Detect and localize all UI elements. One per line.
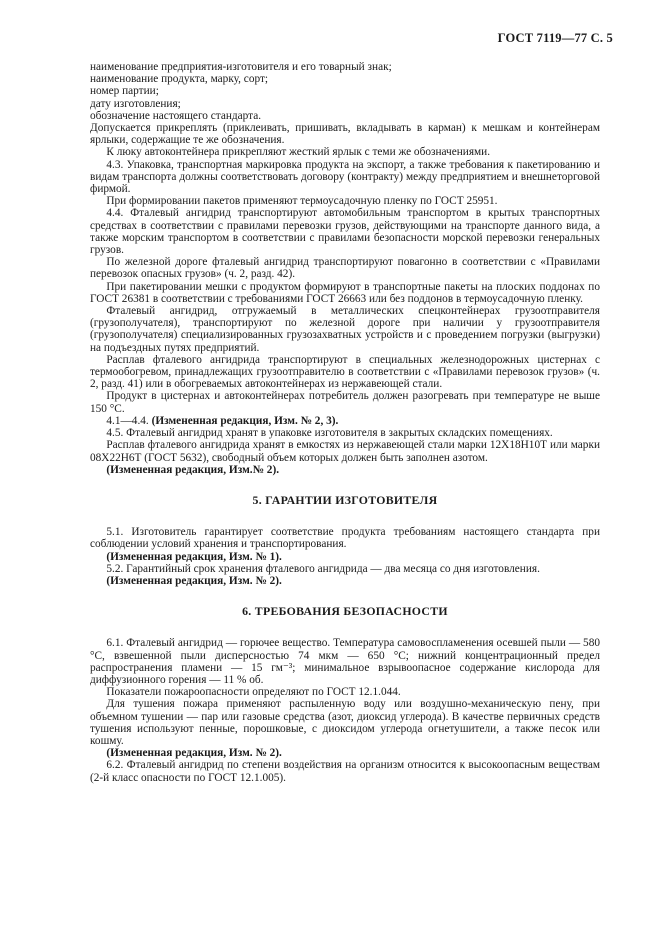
amendment-note	[90, 415, 600, 427]
paragraph: номер партии;	[90, 85, 159, 98]
page-header: ГОСТ 7119—77 С. 5	[497, 31, 613, 45]
paragraph: При пакетировании мешки с продуктом формируют в транспортные пакеты на плоских поддонах по ГОСТ 26381 в соответствии с требованиями ГОСТ 26663 или без поддонов в термоусадочную пленку.	[90, 280, 600, 305]
paragraph: наименование продукта, марку, сорт;	[90, 73, 269, 86]
paragraph: наименование предприятия-изготовителя и его товарный знак;	[90, 61, 392, 73]
amendment-note: (Измененная редакция, Изм. № 1).	[106, 550, 282, 563]
paragraph: 4.4. Фталевый ангидрид транспортируют автомобильным транспортом в крытых транспортных средствах в соответствии с правилами перевозки грузов, действующими на транспорте данного вида, а также морским транспортом в соответствии с правилами безопасности морской перевозки генеральных грузов.	[90, 207, 600, 257]
section-6-title: 6. ТРЕБОВАНИЯ БЕЗОПАСНОСТИ	[242, 604, 448, 619]
paragraph: 6.2. Фталевый ангидрид по степени воздействия на организм относится к высокоопасным веществам (2-й класс опасности по ГОСТ 12.1.005).	[90, 759, 600, 784]
paragraph: дату изготовления;	[90, 97, 181, 110]
section-5-title: 5. ГАРАНТИИ ИЗГОТОВИТЕЛЯ	[252, 492, 438, 507]
paragraph: Расплав фталевого ангидрида транспортируют в специальных железнодорожных цистернах с термообогревом, принадлежащих грузоотправителю в соответствии с «Правилами перевозок грузов» (ч. 2, разд. 41) или в обогреваемых автоконтейнерах из нержавеющей стали.	[90, 353, 600, 391]
paragraph: Фталевый ангидрид, отгружаемый в металлических спецконтейнерах грузоотправителя (грузополучателя), транспортируют по железной дороге при наличии у грузоотправителя (грузополучателя) специализированных грузозахватных устройств и с проведением погрузки (выгрузки) на подъездных путях предприятий.	[90, 305, 600, 354]
amendment-text: (Измененная редакция, Изм. № 2, 3).	[151, 414, 339, 427]
paragraph: К люку автоконтейнера прикрепляют жесткий ярлык с теми же обозначениями.	[106, 146, 491, 159]
paragraph: Продукт в цистернах и автоконтейнерах потребитель должен разогревать при температуре не выше 150 °С.	[90, 390, 600, 415]
amendment-ref: 4.1—4.4.	[106, 414, 152, 427]
paragraph: обозначение настоящего стандарта.	[90, 109, 262, 122]
amendment-note: (Измененная редакция, Изм. № 2).	[106, 574, 282, 587]
paragraph: По железной дороге фталевый ангидрид транспортируют повагонно в соответствии с «Правилами перевозок опасных грузов» (ч. 2, разд. 42).	[90, 256, 600, 281]
paragraph: 5.2. Гарантийный срок хранения фталевого ангидрида — два месяца со дня изготовления.	[106, 562, 540, 575]
paragraph: 4.3. Упаковка, транспортная маркировка продукта на экспорт, а также требования к пакетированию и видам транспорта должны соответствовать договору (контракту) между предприятием и внешнеторговой фирмой.	[90, 158, 600, 196]
paragraph: 6.1. Фталевый ангидрид — горючее вещество. Температура самовоспламенения осевшей пыли — 580 °С, взвешенной пыли дисперсностью 74 мкм — 650 °С; нижний концентрационный предел распространения пламени — 15 гм⁻³; минимальное взрывоопасное содержание кислорода для диффузионного горения — 11 % об.	[90, 637, 600, 686]
paragraph: 5.1. Изготовитель гарантирует соответствие продукта требованиям настоящего стандарта при соблюдении условий хранения и транспортирования.	[90, 526, 600, 551]
paragraph: Для тушения пожара применяют распыленную воду или воздушно-механическую пену, при объемном тушении — пар или газовые средства (азот, диоксид углерода). В качестве первичных средств тушения используют пенные, порошковые, с диоксидом углерода огнетушители, а также песок или кошму.	[90, 698, 600, 747]
paragraph: Расплав фталевого ангидрида хранят в емкостях из нержавеющей стали марки 12Х18Н10Т или марки 08Х22Н6Т (ГОСТ 5632), свободный объем которых должен быть заполнен азотом.	[90, 439, 600, 464]
paragraph: Допускается прикреплять (приклеивать, пришивать, вкладывать в карман) к мешкам и контейнерам ярлыки, содержащие те же обозначения.	[90, 122, 600, 147]
document-body	[90, 61, 600, 784]
paragraph: При формировании пакетов применяют термоусадочную пленку по ГОСТ 25951.	[106, 195, 498, 208]
amendment-note: (Измененная редакция, Изм.№ 2).	[106, 463, 280, 476]
paragraph: 4.5. Фталевый ангидрид хранят в упаковке изготовителя в закрытых складских помещениях.	[106, 427, 553, 440]
paragraph: Показатели пожароопасности определяют по ГОСТ 12.1.044.	[106, 686, 401, 699]
amendment-note: (Измененная редакция, Изм. № 2).	[106, 747, 282, 760]
